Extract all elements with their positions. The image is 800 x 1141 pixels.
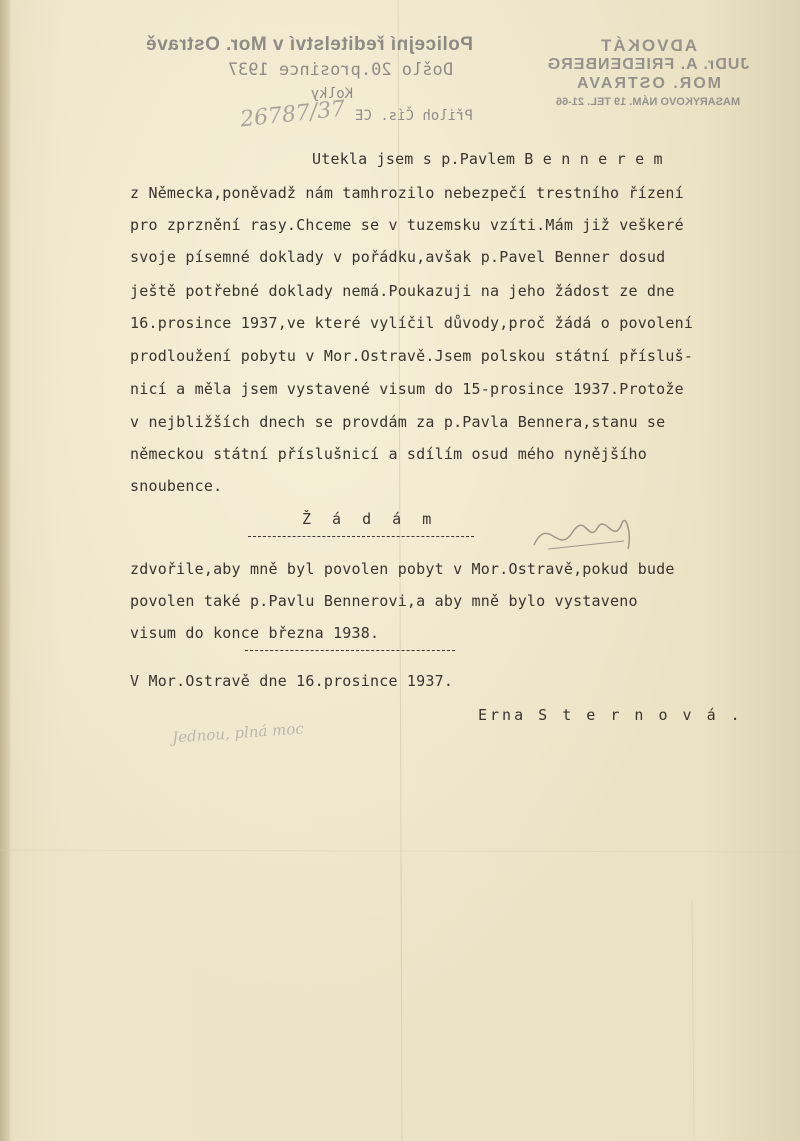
body-line-4: svoje písemné doklady v pořádku,avšak p.Pavel Benner dosud	[130, 248, 666, 266]
handwritten-initials	[528, 505, 638, 565]
signature-name: Erna S t e r n o v á .	[478, 706, 743, 724]
stamp-right-line-3: MOR. OSTRAVA	[574, 75, 722, 92]
body-line-8: nicí a měla jsem vystavené visum do 15-prosince 1937.Protože	[130, 380, 684, 398]
request-line-2: povolen také p.Pavlu Bennerovi,a aby mně bylo vystaveno	[130, 592, 638, 610]
request-line-1: zdvořile,aby mně byl povolen pobyt v Mor.Ostravě,pokud bude	[130, 560, 675, 578]
request-line-3: visum do konce března 1938.	[130, 624, 380, 642]
body-line-7: prodloužení pobytu v Mor.Ostravě.Jsem polskou státní přísluš-	[130, 347, 694, 365]
body-line-9: v nejbližších dnech se provdám za p.Pavla Bennera,stanu se	[130, 413, 666, 431]
stamp-left-line-3: Kolky	[310, 86, 353, 102]
request-underline	[245, 650, 455, 651]
body-line-11: snoubence.	[130, 477, 223, 495]
body-line-2: z Německa,poněvadž nám tamhrozilo nebezpečí trestního řízení	[130, 184, 684, 202]
body-line-6: 16.prosince 1937,ve které vylíčil důvody,proč žádá o povolení	[130, 314, 694, 332]
stamp-right-line-2: JUDr. A. FRIEDENBERG	[546, 56, 750, 73]
body-line-5: ještě potřebné doklady nemá.Poukazuji na jeho žádost ze dne	[130, 282, 675, 300]
body-line-3: pro zprznění rasy.Chceme se v tuzemsku vzíti.Mám již veškeré	[130, 216, 684, 234]
body-line-1: Utekla jsem s p.Pavlem B e n n e r e m	[312, 150, 663, 168]
pencil-file-number: 26787/37	[238, 96, 347, 133]
stamp-left-line-4: Přiloh Čís. CE	[354, 108, 473, 124]
stamp-right-line-4: MASARYKOVO NÁM. 19 TEL. 21-66	[555, 96, 741, 108]
stamp-left-line-1: Policejní ředitelství v Mor. Ostravě	[145, 34, 473, 55]
body-line-10: německou státní příslušnicí a sdílím osud mého nynějšího	[130, 445, 647, 463]
pencil-note: Jednou, plná moc	[171, 719, 305, 747]
stamp-right-line-1: ADVOKÁT	[598, 36, 698, 55]
heading-underline	[248, 536, 474, 537]
lawyer-stamp	[528, 36, 768, 126]
request-heading: Ž á d á m	[302, 510, 438, 528]
date-line: V Mor.Ostravě dne 16.prosince 1937.	[130, 672, 454, 690]
stamp-left-line-2: Došlo 20.prosince 1937	[227, 60, 453, 80]
